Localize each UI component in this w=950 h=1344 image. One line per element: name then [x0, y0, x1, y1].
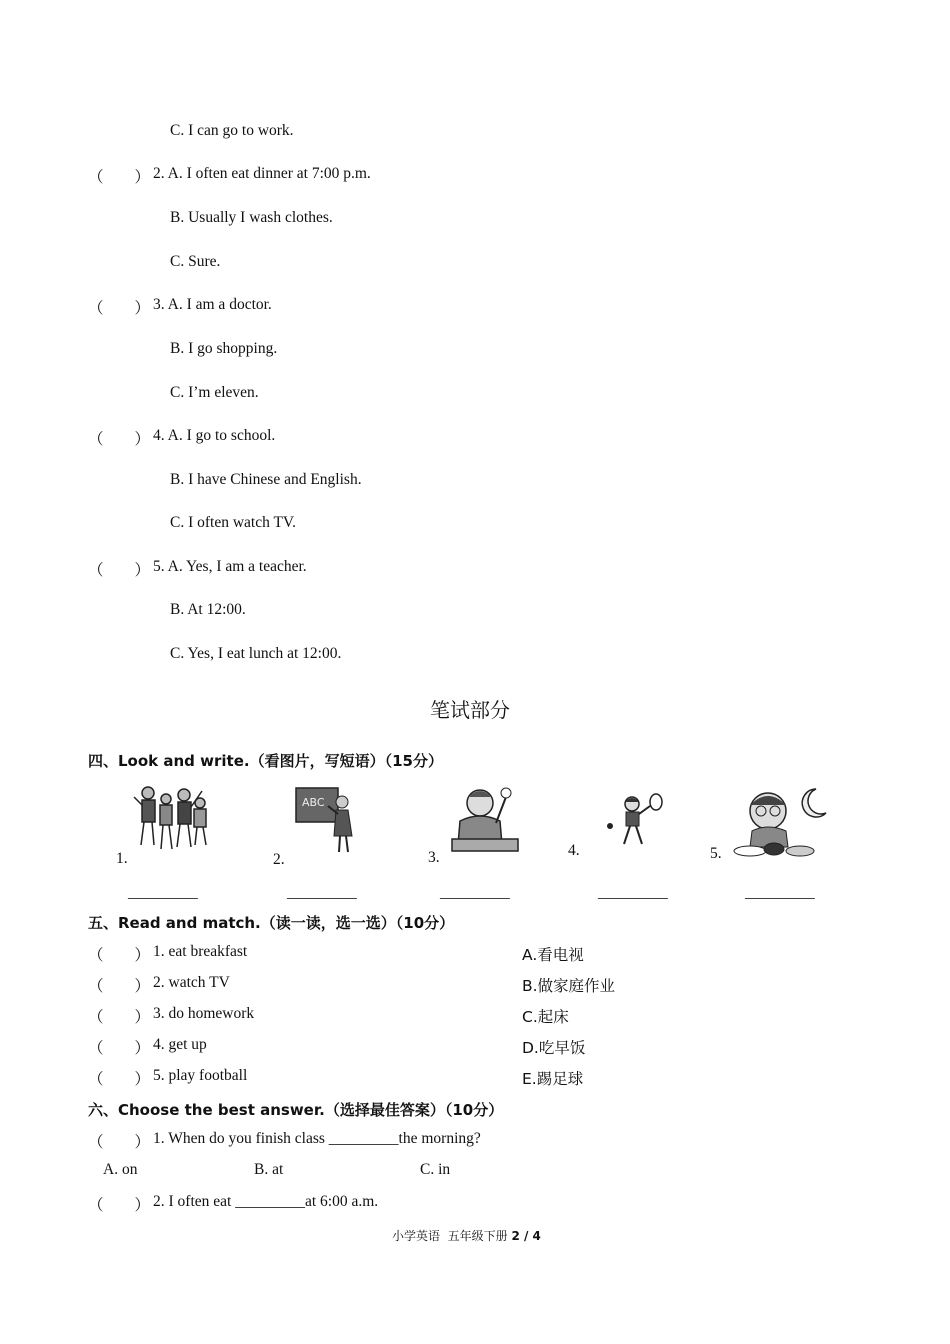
- match-left-item: 5. play football: [153, 1067, 248, 1084]
- picture-number: 2.: [273, 851, 285, 868]
- picture-number: 3.: [428, 849, 440, 866]
- answer-blank[interactable]: _________: [745, 884, 815, 901]
- section-heading: 四、Look and write.（看图片，写短语）（15分）: [88, 752, 443, 770]
- choice-option: B. at: [254, 1161, 284, 1178]
- answer-paren: （ ）: [88, 1133, 151, 1151]
- match-right-item: D.吃早饭: [522, 1039, 586, 1057]
- picture-number: 1.: [116, 850, 128, 867]
- answer-blank[interactable]: _________: [128, 884, 198, 901]
- page-footer: [392, 1227, 541, 1244]
- answer-paren: （ ）: [88, 299, 151, 317]
- boy-playing-badminton-picture: [604, 792, 666, 850]
- answer-paren: （ ）: [88, 1039, 151, 1057]
- option-c: C. I can go to work.: [170, 122, 294, 139]
- svg-text:ABC: ABC: [302, 796, 325, 809]
- answer-paren: （ ）: [88, 946, 151, 964]
- option-b: B. I go shopping.: [170, 340, 278, 357]
- match-left-item: 4. get up: [153, 1036, 207, 1053]
- option-b: B. At 12:00.: [170, 601, 246, 618]
- option-c: C. Yes, I eat lunch at 12:00.: [170, 645, 342, 662]
- section-heading: 五、Read and match.（读一读，选一选）（10分）: [88, 914, 455, 932]
- answer-paren: （ ）: [88, 1196, 151, 1214]
- answer-blank[interactable]: _________: [287, 884, 357, 901]
- picture-number: 4.: [568, 842, 580, 859]
- answer-paren: （ ）: [88, 1070, 151, 1088]
- option-a: 3. A. I am a doctor.: [153, 296, 272, 313]
- match-left-item: 1. eat breakfast: [153, 943, 248, 960]
- answer-paren: （ ）: [88, 561, 151, 579]
- option-c: C. I often watch TV.: [170, 514, 296, 531]
- option-c: C. Sure.: [170, 253, 221, 270]
- answer-blank[interactable]: _________: [598, 884, 668, 901]
- option-a: 4. A. I go to school.: [153, 427, 276, 444]
- page-number: 2 / 4: [511, 1229, 541, 1243]
- answer-paren: （ ）: [88, 977, 151, 995]
- match-left-item: 2. watch TV: [153, 974, 230, 991]
- choice-option: C. in: [420, 1161, 451, 1178]
- option-b: B. I have Chinese and English.: [170, 471, 362, 488]
- footer-text: 小学英语 五年级下册: [392, 1229, 512, 1243]
- match-right-item: C.起床: [522, 1008, 569, 1026]
- match-right-item: A.看电视: [522, 946, 584, 964]
- answer-blank[interactable]: _________: [440, 884, 510, 901]
- question-text: 1. When do you finish class _________the morning?: [153, 1130, 481, 1147]
- option-a: 2. A. I often eat dinner at 7:00 p.m.: [153, 165, 371, 182]
- answer-paren: （ ）: [88, 168, 151, 186]
- people-group-picture: [132, 783, 212, 855]
- match-right-item: B.做家庭作业: [522, 977, 616, 995]
- question-text: 2. I often eat _________at 6:00 a.m.: [153, 1193, 379, 1210]
- answer-paren: （ ）: [88, 1008, 151, 1026]
- match-right-item: E.踢足球: [522, 1070, 584, 1088]
- picture-number: 5.: [710, 845, 722, 862]
- boy-eating-picture: [446, 781, 522, 857]
- option-a: 5. A. Yes, I am a teacher.: [153, 558, 307, 575]
- section-title: 笔试部分: [430, 698, 510, 722]
- choice-option: A. on: [103, 1161, 138, 1178]
- section-heading: 六、Choose the best answer.（选择最佳答案）（10分）: [88, 1101, 504, 1119]
- match-left-item: 3. do homework: [153, 1005, 255, 1022]
- option-b: B. Usually I wash clothes.: [170, 209, 333, 226]
- boy-dinner-night-picture: [730, 783, 834, 859]
- option-c: C. I’m eleven.: [170, 384, 259, 401]
- teacher-blackboard-picture: [294, 784, 358, 856]
- answer-paren: （ ）: [88, 430, 151, 448]
